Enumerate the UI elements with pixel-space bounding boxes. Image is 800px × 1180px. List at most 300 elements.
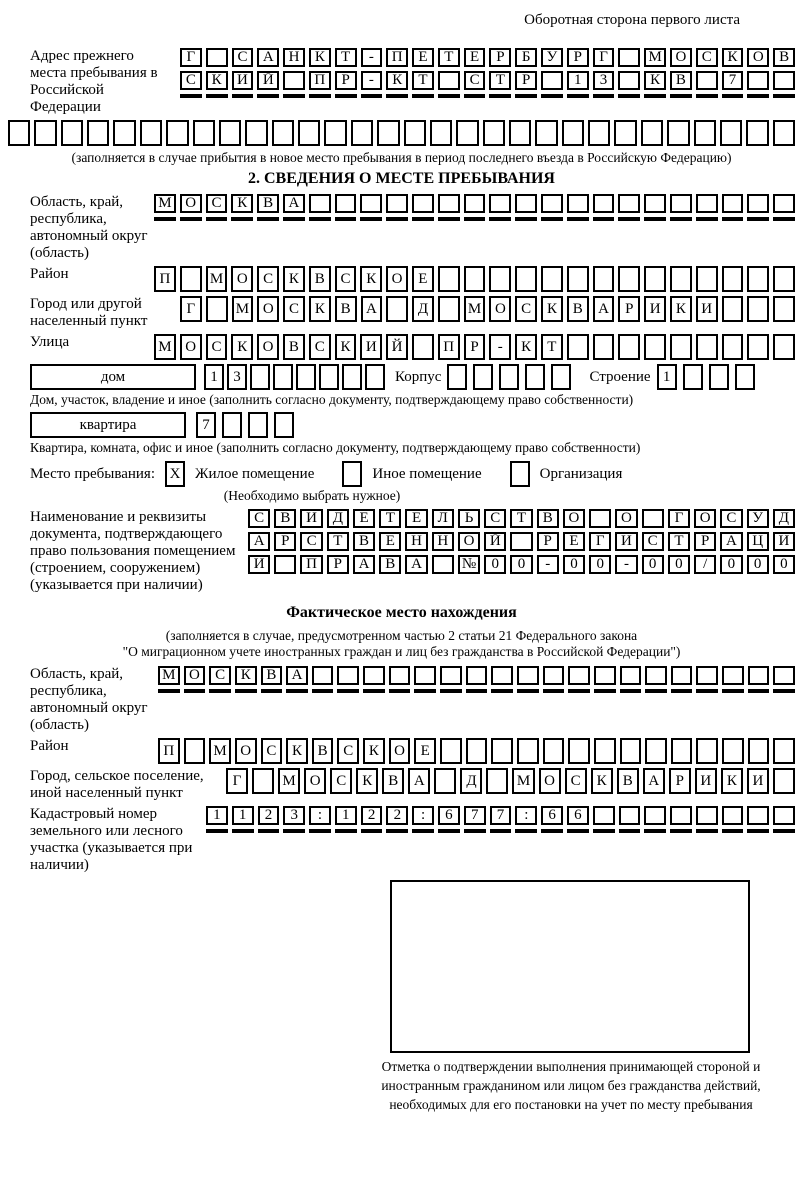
char-cell[interactable]	[748, 738, 770, 764]
char-cell[interactable]: С	[232, 48, 254, 67]
char-cell[interactable]	[412, 829, 434, 833]
dom-type-box[interactable]: дом	[30, 364, 196, 390]
char-cell[interactable]: 2	[258, 806, 280, 825]
char-cell[interactable]	[696, 829, 718, 833]
char-cell[interactable]	[567, 217, 589, 221]
char-cell[interactable]	[696, 334, 718, 360]
char-cell[interactable]	[618, 217, 640, 221]
char-cell[interactable]: К	[235, 666, 257, 685]
char-cell[interactable]	[588, 120, 610, 146]
char-cell[interactable]: 0	[642, 555, 664, 574]
char-cell[interactable]	[180, 94, 202, 98]
char-cell[interactable]	[257, 217, 279, 221]
char-cell[interactable]: Г	[593, 48, 615, 67]
char-cell[interactable]	[206, 217, 228, 221]
char-cell[interactable]	[489, 194, 511, 213]
char-cell[interactable]	[464, 829, 486, 833]
char-cell[interactable]	[335, 194, 357, 213]
char-cell[interactable]: И	[695, 768, 717, 794]
char-cell[interactable]	[351, 120, 373, 146]
char-cell[interactable]	[747, 217, 769, 221]
char-cell[interactable]	[525, 364, 545, 390]
char-cell[interactable]: Т	[335, 48, 357, 67]
char-cell[interactable]: О	[458, 532, 480, 551]
char-cell[interactable]	[747, 71, 769, 90]
char-cell[interactable]	[568, 689, 590, 693]
char-cell[interactable]: В	[261, 666, 283, 685]
char-cell[interactable]	[245, 120, 267, 146]
char-cell[interactable]: М	[464, 296, 486, 322]
char-cell[interactable]: 3	[593, 71, 615, 90]
char-cell[interactable]	[61, 120, 83, 146]
char-cell[interactable]: 0	[484, 555, 506, 574]
char-cell[interactable]	[430, 120, 452, 146]
char-cell[interactable]	[722, 689, 744, 693]
char-cell[interactable]	[360, 217, 382, 221]
char-cell[interactable]: М	[644, 48, 666, 67]
char-cell[interactable]	[235, 689, 257, 693]
char-cell[interactable]: -	[361, 71, 383, 90]
char-cell[interactable]	[489, 266, 511, 292]
char-cell[interactable]	[773, 296, 795, 322]
char-cell[interactable]: С	[330, 768, 352, 794]
char-cell[interactable]: Е	[563, 532, 585, 551]
char-cell[interactable]	[747, 334, 769, 360]
char-cell[interactable]: Д	[460, 768, 482, 794]
char-cell[interactable]	[618, 266, 640, 292]
char-cell[interactable]	[363, 666, 385, 685]
char-cell[interactable]	[773, 217, 795, 221]
char-cell[interactable]: В	[379, 555, 401, 574]
char-cell[interactable]	[696, 266, 718, 292]
char-cell[interactable]	[438, 266, 460, 292]
char-cell[interactable]	[414, 689, 436, 693]
char-cell[interactable]	[541, 71, 563, 90]
char-cell[interactable]	[466, 689, 488, 693]
char-cell[interactable]: В	[257, 194, 279, 213]
char-cell[interactable]: Е	[353, 509, 375, 528]
char-cell[interactable]: А	[361, 296, 383, 322]
char-cell[interactable]	[594, 738, 616, 764]
char-cell[interactable]	[722, 738, 744, 764]
char-cell[interactable]: Р	[489, 48, 511, 67]
char-cell[interactable]	[670, 217, 692, 221]
char-cell[interactable]: О	[184, 666, 206, 685]
char-cell[interactable]	[747, 296, 769, 322]
char-cell[interactable]: Г	[180, 296, 202, 322]
char-cell[interactable]	[644, 829, 666, 833]
char-cell[interactable]	[361, 94, 383, 98]
char-cell[interactable]: К	[309, 48, 331, 67]
char-cell[interactable]: Н	[432, 532, 454, 551]
char-cell[interactable]	[386, 217, 408, 221]
char-cell[interactable]: А	[408, 768, 430, 794]
char-cell[interactable]: С	[720, 509, 742, 528]
char-cell[interactable]	[432, 555, 454, 574]
char-cell[interactable]	[551, 364, 571, 390]
char-cell[interactable]: В	[312, 738, 334, 764]
char-cell[interactable]	[486, 768, 508, 794]
char-cell[interactable]: В	[382, 768, 404, 794]
char-cell[interactable]: -	[361, 48, 383, 67]
char-cell[interactable]: Й	[484, 532, 506, 551]
char-cell[interactable]	[671, 738, 693, 764]
char-cell[interactable]	[517, 689, 539, 693]
char-cell[interactable]	[747, 94, 769, 98]
char-cell[interactable]	[620, 738, 642, 764]
char-cell[interactable]: П	[309, 71, 331, 90]
char-cell[interactable]: 1	[232, 806, 254, 825]
char-cell[interactable]	[696, 666, 718, 685]
char-cell[interactable]	[670, 806, 692, 825]
char-cell[interactable]: 2	[361, 806, 383, 825]
char-cell[interactable]	[272, 120, 294, 146]
char-cell[interactable]: 7	[490, 806, 512, 825]
char-cell[interactable]	[594, 666, 616, 685]
char-cell[interactable]	[773, 71, 795, 90]
char-cell[interactable]: Р	[274, 532, 296, 551]
char-cell[interactable]: В	[353, 532, 375, 551]
char-cell[interactable]: К	[591, 768, 613, 794]
char-cell[interactable]	[140, 120, 162, 146]
char-cell[interactable]	[593, 194, 615, 213]
char-cell[interactable]	[748, 666, 770, 685]
char-cell[interactable]	[541, 217, 563, 221]
char-cell[interactable]: С	[206, 194, 228, 213]
char-cell[interactable]: М	[512, 768, 534, 794]
char-cell[interactable]: Р	[335, 71, 357, 90]
char-cell[interactable]	[747, 266, 769, 292]
char-cell[interactable]: Р	[464, 334, 486, 360]
char-cell[interactable]: Т	[379, 509, 401, 528]
char-cell[interactable]	[8, 120, 30, 146]
char-cell[interactable]	[709, 364, 729, 390]
char-cell[interactable]	[618, 194, 640, 213]
char-cell[interactable]	[696, 689, 718, 693]
char-cell[interactable]: 0	[773, 555, 795, 574]
char-cell[interactable]	[440, 689, 462, 693]
char-cell[interactable]: С	[696, 48, 718, 67]
char-cell[interactable]: 1	[206, 806, 228, 825]
char-cell[interactable]	[464, 266, 486, 292]
char-cell[interactable]	[670, 266, 692, 292]
char-cell[interactable]: О	[747, 48, 769, 67]
char-cell[interactable]: М	[154, 334, 176, 360]
char-cell[interactable]	[309, 217, 331, 221]
char-cell[interactable]: О	[304, 768, 326, 794]
char-cell[interactable]: 7	[722, 71, 744, 90]
char-cell[interactable]: 1	[335, 806, 357, 825]
char-cell[interactable]	[515, 194, 537, 213]
char-cell[interactable]: Т	[541, 334, 563, 360]
char-cell[interactable]: К	[335, 334, 357, 360]
char-cell[interactable]: С	[180, 71, 202, 90]
char-cell[interactable]: В	[309, 266, 331, 292]
char-cell[interactable]	[274, 412, 294, 438]
char-cell[interactable]: О	[563, 509, 585, 528]
char-cell[interactable]: П	[154, 266, 176, 292]
char-cell[interactable]: У	[747, 509, 769, 528]
char-cell[interactable]	[337, 689, 359, 693]
char-cell[interactable]	[414, 666, 436, 685]
char-cell[interactable]: Т	[489, 71, 511, 90]
char-cell[interactable]: Е	[464, 48, 486, 67]
char-cell[interactable]	[361, 829, 383, 833]
char-cell[interactable]: О	[389, 738, 411, 764]
char-cell[interactable]: Д	[327, 509, 349, 528]
char-cell[interactable]: /	[694, 555, 716, 574]
char-cell[interactable]	[543, 689, 565, 693]
char-cell[interactable]: А	[643, 768, 665, 794]
char-cell[interactable]	[722, 666, 744, 685]
char-cell[interactable]: К	[721, 768, 743, 794]
char-cell[interactable]: Р	[618, 296, 640, 322]
char-cell[interactable]: Г	[226, 768, 248, 794]
char-cell[interactable]: Т	[668, 532, 690, 551]
char-cell[interactable]	[158, 689, 180, 693]
char-cell[interactable]	[667, 120, 689, 146]
char-cell[interactable]: 2	[386, 806, 408, 825]
char-cell[interactable]: Г	[589, 532, 611, 551]
char-cell[interactable]	[541, 94, 563, 98]
char-cell[interactable]	[670, 94, 692, 98]
char-cell[interactable]	[722, 266, 744, 292]
char-cell[interactable]	[747, 194, 769, 213]
char-cell[interactable]	[404, 120, 426, 146]
char-cell[interactable]	[283, 217, 305, 221]
char-cell[interactable]: Т	[412, 71, 434, 90]
char-cell[interactable]: 0	[589, 555, 611, 574]
char-cell[interactable]	[337, 666, 359, 685]
char-cell[interactable]	[773, 666, 795, 685]
char-cell[interactable]: А	[248, 532, 270, 551]
char-cell[interactable]: Е	[412, 266, 434, 292]
char-cell[interactable]	[645, 738, 667, 764]
char-cell[interactable]: 1	[204, 364, 224, 390]
char-cell[interactable]	[593, 217, 615, 221]
char-cell[interactable]	[222, 412, 242, 438]
char-cell[interactable]: С	[283, 296, 305, 322]
char-cell[interactable]: Е	[412, 48, 434, 67]
char-cell[interactable]: :	[412, 806, 434, 825]
char-cell[interactable]	[618, 94, 640, 98]
char-cell[interactable]	[193, 120, 215, 146]
char-cell[interactable]	[342, 364, 362, 390]
char-cell[interactable]	[473, 364, 493, 390]
char-cell[interactable]: Г	[668, 509, 690, 528]
char-cell[interactable]	[298, 120, 320, 146]
char-cell[interactable]: Ц	[747, 532, 769, 551]
char-cell[interactable]	[386, 296, 408, 322]
char-cell[interactable]	[543, 666, 565, 685]
char-cell[interactable]: И	[360, 334, 382, 360]
char-cell[interactable]	[438, 296, 460, 322]
char-cell[interactable]	[644, 217, 666, 221]
char-cell[interactable]: К	[644, 71, 666, 90]
char-cell[interactable]: В	[335, 296, 357, 322]
char-cell[interactable]	[641, 120, 663, 146]
char-cell[interactable]	[722, 94, 744, 98]
char-cell[interactable]: О	[231, 266, 253, 292]
char-cell[interactable]	[567, 266, 589, 292]
char-cell[interactable]: 0	[510, 555, 532, 574]
char-cell[interactable]	[464, 217, 486, 221]
char-cell[interactable]	[642, 509, 664, 528]
char-cell[interactable]	[248, 412, 268, 438]
char-cell[interactable]: К	[283, 266, 305, 292]
char-cell[interactable]	[286, 689, 308, 693]
char-cell[interactable]: Е	[379, 532, 401, 551]
char-cell[interactable]	[722, 217, 744, 221]
char-cell[interactable]	[184, 689, 206, 693]
char-cell[interactable]: И	[773, 532, 795, 551]
char-cell[interactable]	[773, 266, 795, 292]
char-cell[interactable]: Е	[405, 509, 427, 528]
char-cell[interactable]: О	[489, 296, 511, 322]
char-cell[interactable]: Ь	[458, 509, 480, 528]
char-cell[interactable]	[614, 120, 636, 146]
char-cell[interactable]	[296, 364, 316, 390]
char-cell[interactable]	[466, 738, 488, 764]
char-cell[interactable]	[113, 120, 135, 146]
char-cell[interactable]	[509, 120, 531, 146]
char-cell[interactable]: С	[248, 509, 270, 528]
char-cell[interactable]	[515, 94, 537, 98]
char-cell[interactable]	[377, 120, 399, 146]
char-cell[interactable]	[335, 829, 357, 833]
char-cell[interactable]	[456, 120, 478, 146]
char-cell[interactable]	[412, 94, 434, 98]
char-cell[interactable]	[335, 94, 357, 98]
char-cell[interactable]	[620, 666, 642, 685]
char-cell[interactable]: С	[484, 509, 506, 528]
char-cell[interactable]	[483, 120, 505, 146]
char-cell[interactable]	[184, 738, 206, 764]
char-cell[interactable]: И	[615, 532, 637, 551]
char-cell[interactable]	[541, 829, 563, 833]
char-cell[interactable]	[773, 689, 795, 693]
char-cell[interactable]	[618, 334, 640, 360]
char-cell[interactable]	[489, 217, 511, 221]
char-cell[interactable]	[515, 266, 537, 292]
char-cell[interactable]	[748, 689, 770, 693]
char-cell[interactable]: 1	[567, 71, 589, 90]
char-cell[interactable]: М	[232, 296, 254, 322]
char-cell[interactable]: -	[615, 555, 637, 574]
char-cell[interactable]	[466, 666, 488, 685]
char-cell[interactable]	[335, 217, 357, 221]
char-cell[interactable]: С	[206, 334, 228, 360]
char-cell[interactable]	[386, 194, 408, 213]
char-cell[interactable]: А	[405, 555, 427, 574]
char-cell[interactable]: 6	[567, 806, 589, 825]
char-cell[interactable]: Р	[669, 768, 691, 794]
char-cell[interactable]: 6	[541, 806, 563, 825]
char-cell[interactable]	[365, 364, 385, 390]
char-cell[interactable]	[773, 94, 795, 98]
char-cell[interactable]: К	[231, 334, 253, 360]
char-cell[interactable]	[694, 120, 716, 146]
char-cell[interactable]: К	[286, 738, 308, 764]
char-cell[interactable]: С	[464, 71, 486, 90]
char-cell[interactable]	[517, 666, 539, 685]
char-cell[interactable]	[491, 666, 513, 685]
kvartira-type-box[interactable]: квартира	[30, 412, 186, 438]
char-cell[interactable]	[773, 768, 795, 794]
char-cell[interactable]	[722, 806, 744, 825]
char-cell[interactable]	[696, 71, 718, 90]
char-cell[interactable]	[412, 217, 434, 221]
char-cell[interactable]	[720, 120, 742, 146]
char-cell[interactable]: 0	[668, 555, 690, 574]
char-cell[interactable]: О	[235, 738, 257, 764]
char-cell[interactable]	[206, 48, 228, 67]
char-cell[interactable]: В	[274, 509, 296, 528]
char-cell[interactable]	[360, 194, 382, 213]
char-cell[interactable]	[773, 194, 795, 213]
char-cell[interactable]	[389, 689, 411, 693]
char-cell[interactable]	[386, 829, 408, 833]
char-cell[interactable]	[363, 689, 385, 693]
char-cell[interactable]	[620, 689, 642, 693]
char-cell[interactable]	[644, 94, 666, 98]
char-cell[interactable]: 0	[747, 555, 769, 574]
char-cell[interactable]	[438, 217, 460, 221]
char-cell[interactable]: О	[257, 296, 279, 322]
char-cell[interactable]: П	[386, 48, 408, 67]
char-cell[interactable]	[696, 94, 718, 98]
char-cell[interactable]	[670, 334, 692, 360]
char-cell[interactable]: К	[309, 296, 331, 322]
char-cell[interactable]	[515, 829, 537, 833]
char-cell[interactable]: И	[232, 71, 254, 90]
char-cell[interactable]	[309, 194, 331, 213]
char-cell[interactable]: С	[565, 768, 587, 794]
char-cell[interactable]	[644, 266, 666, 292]
char-cell[interactable]	[166, 120, 188, 146]
char-cell[interactable]	[440, 666, 462, 685]
char-cell[interactable]	[618, 48, 640, 67]
char-cell[interactable]	[447, 364, 467, 390]
char-cell[interactable]: 3	[227, 364, 247, 390]
char-cell[interactable]	[274, 555, 296, 574]
char-cell[interactable]	[644, 334, 666, 360]
char-cell[interactable]	[261, 689, 283, 693]
char-cell[interactable]: Й	[257, 71, 279, 90]
char-cell[interactable]: С	[515, 296, 537, 322]
char-cell[interactable]	[567, 334, 589, 360]
char-cell[interactable]: П	[158, 738, 180, 764]
char-cell[interactable]	[34, 120, 56, 146]
char-cell[interactable]	[619, 829, 641, 833]
char-cell[interactable]	[746, 120, 768, 146]
char-cell[interactable]	[543, 738, 565, 764]
char-cell[interactable]: С	[209, 666, 231, 685]
char-cell[interactable]	[696, 806, 718, 825]
char-cell[interactable]: С	[337, 738, 359, 764]
char-cell[interactable]	[283, 829, 305, 833]
char-cell[interactable]	[412, 194, 434, 213]
char-cell[interactable]: М	[206, 266, 228, 292]
char-cell[interactable]	[232, 94, 254, 98]
char-cell[interactable]: С	[300, 532, 322, 551]
char-cell[interactable]	[567, 194, 589, 213]
char-cell[interactable]: К	[386, 71, 408, 90]
char-cell[interactable]	[535, 120, 557, 146]
char-cell[interactable]: О	[257, 334, 279, 360]
char-cell[interactable]	[593, 266, 615, 292]
char-cell[interactable]: К	[541, 296, 563, 322]
